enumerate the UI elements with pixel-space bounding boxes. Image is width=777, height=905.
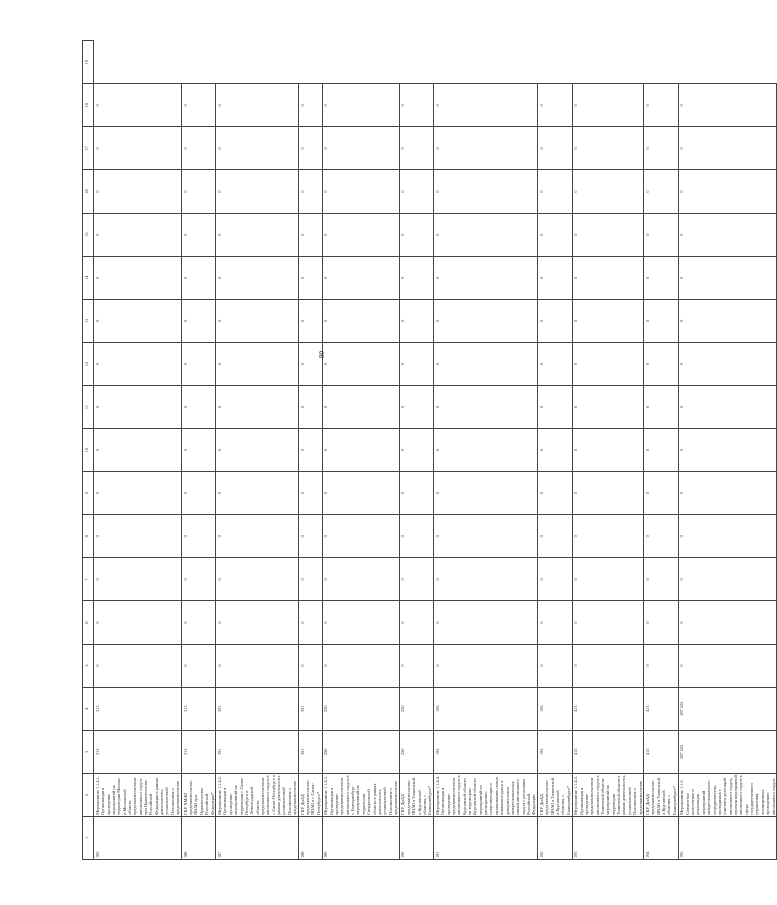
value-cell: 0 (299, 601, 323, 644)
value-cell: 0 (538, 213, 572, 256)
value-cell: 0 (299, 84, 323, 127)
page-number: 90 (318, 351, 326, 358)
value-cell: 391 (299, 730, 323, 773)
column-header: 5 (83, 644, 94, 687)
table-body (94, 41, 777, 860)
value-cell: 0 (399, 299, 433, 342)
table-row (94, 41, 182, 860)
value-cell: 0 (678, 385, 777, 428)
value-cell: 0 (216, 256, 299, 299)
value-cell: 415 (644, 687, 678, 730)
value-cell: 0 (538, 472, 572, 515)
value-cell: 0 (299, 515, 323, 558)
value-cell: 0 (434, 601, 538, 644)
table-row (644, 41, 678, 860)
value-cell: 0 (434, 472, 538, 515)
value-cell: 0 (572, 515, 644, 558)
row-name: ГКУ ДиАД представительство ЯНАО в Тюменской и Курганской областях, г. Екатеринбурге* (399, 773, 433, 816)
value-cell: 0 (182, 385, 216, 428)
value-cell: 0 (572, 170, 644, 213)
value-cell: 391 (216, 730, 299, 773)
value-cell: 0 (94, 342, 182, 385)
value-cell: 195 (538, 687, 572, 730)
column-header: 13 (83, 299, 94, 342)
value-cell: 0 (434, 558, 538, 601)
value-cell: 313 (182, 687, 216, 730)
row-name: Мероприятие 1.1.4.5. Организация и проведение представительством автономного округа в Тюменской области мероприятий на территории Тюменской области в рамках деятельности, установленной Положением о представительстве (573, 775, 643, 815)
value-cell: 0 (572, 385, 644, 428)
table-row (322, 41, 399, 860)
column-header: 19 (83, 41, 94, 84)
value-cell: 0 (299, 342, 323, 385)
value-cell: 195 (434, 687, 538, 730)
value-cell: 0 (216, 84, 299, 127)
value-cell: 0 (322, 644, 399, 687)
column-header: 18 (83, 84, 94, 127)
row-number: 191 (434, 816, 538, 859)
value-cell: 0 (572, 213, 644, 256)
column-header: 3 (83, 730, 94, 773)
value-cell: 0 (538, 644, 572, 687)
value-cell: 0 (644, 127, 678, 170)
value-cell: 0 (216, 342, 299, 385)
value-cell: 313 (94, 730, 182, 773)
value-cell: 0 (299, 299, 323, 342)
value-cell: 0 (399, 342, 433, 385)
value-cell: 0 (322, 515, 399, 558)
value-cell: 0 (94, 256, 182, 299)
value-cell: 0 (572, 644, 644, 687)
value-cell: 0 (434, 84, 538, 127)
column-header: 8 (83, 515, 94, 558)
value-cell: 0 (94, 299, 182, 342)
value-cell: 0 (434, 299, 538, 342)
value-cell: 0 (299, 256, 323, 299)
row-name: ГКУ ХМАО представительство ЯНАО при Правительстве Российской Федерации* (182, 773, 216, 816)
column-header: 12 (83, 342, 94, 385)
value-cell: 0 (678, 213, 777, 256)
value-cell: 0 (678, 342, 777, 385)
column-header: 16 (83, 170, 94, 213)
value-cell: 0 (322, 299, 399, 342)
value-cell: 0 (644, 299, 678, 342)
value-cell: 0 (94, 127, 182, 170)
value-cell: 0 (182, 601, 216, 644)
value-cell: 0 (216, 601, 299, 644)
row-number: 195 (678, 816, 777, 859)
value-cell: 0 (434, 515, 538, 558)
value-cell: 250 (322, 730, 399, 773)
value-cell: 0 (538, 342, 572, 385)
column-header: 14 (83, 256, 94, 299)
table-row (572, 41, 644, 860)
value-cell: 0 (182, 127, 216, 170)
value-cell: 0 (399, 84, 433, 127)
row-name: Мероприятие 1.1.4.4. Организация и проведение представительством автономного округа в Курганской области на территории Курганской области мероприятий по расширению существующих и налаживанию новых взаимовыгодных и доверительных межрегиональных связей автономного округа с регионами Российской Федерации (434, 773, 538, 816)
value-cell: 0 (216, 515, 299, 558)
row-number: 190 (399, 816, 433, 859)
value-cell: 287 525 (678, 730, 777, 773)
value-cell: 0 (644, 515, 678, 558)
value-cell: 0 (299, 429, 323, 472)
table-row (678, 41, 777, 860)
value-cell: 0 (572, 256, 644, 299)
column-header: 11 (83, 385, 94, 428)
value-cell: 0 (434, 213, 538, 256)
column-header: 17 (83, 127, 94, 170)
value-cell: 0 (572, 299, 644, 342)
value-cell: 0 (644, 472, 678, 515)
value-cell: 0 (538, 127, 572, 170)
value-cell: 0 (678, 515, 777, 558)
value-cell: 0 (322, 601, 399, 644)
row-number: 188 (299, 816, 323, 859)
value-cell: 0 (644, 558, 678, 601)
value-cell: 195 (538, 730, 572, 773)
value-cell: 0 (434, 385, 538, 428)
value-cell: 0 (322, 170, 399, 213)
row-name: Мероприятие 1.1.4.2. Организация и проведение мероприятий на территории г. Санкт-Петербурга и Ленинградской области представительством автономного округа в г. Санкт-Петербурге в рамках деятельности, установленной Положением о представительстве (217, 775, 298, 815)
value-cell: 0 (182, 644, 216, 687)
value-cell: 0 (572, 472, 644, 515)
value-cell: 0 (94, 515, 182, 558)
value-cell: 391 (299, 687, 323, 730)
column-number-row (83, 41, 94, 860)
value-cell: 0 (644, 385, 678, 428)
value-cell: 0 (94, 170, 182, 213)
value-cell: 0 (399, 558, 433, 601)
row-number: 185 (94, 816, 182, 859)
value-cell: 250 (399, 687, 433, 730)
value-cell: 0 (94, 385, 182, 428)
column-header: 10 (83, 429, 94, 472)
value-cell: 0 (399, 515, 433, 558)
column-header: 9 (83, 472, 94, 515)
value-cell: 0 (538, 299, 572, 342)
row-name: ГКУ ДиАД представительство ЯНАО в Тюменской и Курганской областях, г. Екатеринбурге* (644, 773, 678, 816)
value-cell: 391 (216, 687, 299, 730)
row-number: 192 (538, 816, 572, 859)
row-name: Мероприятие 1.1.4.3. Организация и проведение представительством автономного округа в г. Екатеринбург мероприятий на территории Свердловской области в рамках деятельности, установленной Положением о представительстве (322, 773, 399, 816)
value-cell: 0 (434, 256, 538, 299)
value-cell: 0 (538, 256, 572, 299)
value-cell: 0 (216, 558, 299, 601)
value-cell: 0 (216, 472, 299, 515)
value-cell: 0 (94, 601, 182, 644)
value-cell: 0 (538, 170, 572, 213)
value-cell: 0 (299, 472, 323, 515)
table-row (182, 41, 216, 860)
value-cell: 0 (299, 127, 323, 170)
table-row (538, 41, 572, 860)
value-cell: 0 (216, 644, 299, 687)
value-cell: 0 (94, 644, 182, 687)
row-number: 187 (216, 816, 299, 859)
value-cell: 0 (216, 299, 299, 342)
value-cell: 0 (538, 385, 572, 428)
value-cell: 0 (182, 472, 216, 515)
value-cell: 0 (644, 429, 678, 472)
value-cell: 0 (299, 644, 323, 687)
value-cell: 415 (572, 730, 644, 773)
row-name: Мероприятие 1.1.4.1. Организация и проведение мероприятий на территории Москвы и Московской области представительством автономного округа при Правительстве Российской Федерации в рамках деятельности, установленной Положением о представительстве (94, 773, 182, 816)
value-cell: 195 (434, 730, 538, 773)
value-cell: 0 (644, 644, 678, 687)
value-cell: 0 (572, 127, 644, 170)
value-cell: 0 (399, 170, 433, 213)
value-cell: 250 (322, 687, 399, 730)
value-cell: 0 (572, 429, 644, 472)
value-cell: 0 (399, 127, 433, 170)
value-cell: 0 (399, 601, 433, 644)
value-cell: 0 (678, 644, 777, 687)
value-cell: 0 (322, 429, 399, 472)
table-row (434, 41, 538, 860)
value-cell: 313 (94, 687, 182, 730)
budget-table (82, 40, 777, 860)
value-cell: 0 (182, 342, 216, 385)
row-number: 186 (182, 816, 216, 859)
value-cell: 0 (644, 601, 678, 644)
value-cell: 0 (216, 170, 299, 213)
value-cell: 0 (182, 515, 216, 558)
value-cell: 0 (182, 256, 216, 299)
value-cell: 0 (216, 385, 299, 428)
value-cell: 0 (299, 213, 323, 256)
table-row (299, 41, 323, 860)
value-cell: 0 (434, 644, 538, 687)
value-cell: 0 (299, 385, 323, 428)
value-cell: 0 (678, 256, 777, 299)
value-cell: 0 (644, 170, 678, 213)
value-cell: 0 (538, 515, 572, 558)
value-cell: 0 (182, 558, 216, 601)
value-cell: 0 (538, 558, 572, 601)
value-cell: 0 (434, 342, 538, 385)
value-cell: 0 (399, 429, 433, 472)
value-cell: 0 (182, 299, 216, 342)
value-cell: 0 (572, 601, 644, 644)
column-header: 1 (83, 816, 94, 859)
value-cell: 0 (644, 256, 678, 299)
value-cell: 0 (94, 558, 182, 601)
table-row (399, 41, 433, 860)
row-name: ГКУ ДиАД представительство ЯНАО в Тюменской и Курганской областях, г. Екатеринбурге* (538, 773, 572, 816)
value-cell: 0 (182, 429, 216, 472)
column-header: 15 (83, 213, 94, 256)
value-cell: 0 (322, 385, 399, 428)
value-cell: 0 (572, 84, 644, 127)
value-cell: 0 (94, 472, 182, 515)
value-cell: 415 (644, 730, 678, 773)
value-cell: 0 (678, 601, 777, 644)
value-cell: 0 (299, 170, 323, 213)
value-cell: 0 (678, 127, 777, 170)
value-cell: 0 (644, 213, 678, 256)
rotated-table-sheet (82, 40, 776, 860)
row-number: 194 (644, 816, 678, 859)
value-cell: 0 (399, 644, 433, 687)
value-cell: 0 (94, 429, 182, 472)
value-cell: 0 (678, 170, 777, 213)
value-cell: 0 (216, 213, 299, 256)
row-number: 193 (572, 816, 644, 859)
value-cell: 0 (434, 170, 538, 213)
value-cell: 0 (94, 84, 182, 127)
value-cell: 0 (322, 558, 399, 601)
value-cell: 415 (572, 687, 644, 730)
value-cell: 0 (644, 84, 678, 127)
value-cell: 287 525 (678, 687, 777, 730)
value-cell: 0 (182, 84, 216, 127)
value-cell: 0 (322, 84, 399, 127)
value-cell: 0 (399, 385, 433, 428)
value-cell: 0 (572, 558, 644, 601)
value-cell: 0 (678, 84, 777, 127)
value-cell: 0 (399, 256, 433, 299)
value-cell: 0 (182, 213, 216, 256)
value-cell: 0 (322, 213, 399, 256)
row-number: 189 (322, 816, 399, 859)
value-cell: 0 (644, 342, 678, 385)
value-cell: 0 (322, 256, 399, 299)
value-cell: 0 (216, 127, 299, 170)
value-cell: 0 (538, 84, 572, 127)
value-cell: 0 (182, 170, 216, 213)
value-cell: 0 (434, 429, 538, 472)
value-cell: 0 (678, 299, 777, 342)
value-cell: 313 (182, 730, 216, 773)
value-cell: 0 (216, 429, 299, 472)
table-row (216, 41, 299, 860)
value-cell: 0 (299, 558, 323, 601)
value-cell: 0 (678, 558, 777, 601)
value-cell: 0 (94, 213, 182, 256)
value-cell: 250 (399, 730, 433, 773)
value-cell: 0 (322, 472, 399, 515)
value-cell: 0 (572, 342, 644, 385)
value-cell: 0 (678, 472, 777, 515)
value-cell: 0 (399, 213, 433, 256)
column-header: 2 (83, 773, 94, 816)
column-header: 6 (83, 601, 94, 644)
column-header: 4 (83, 687, 94, 730)
value-cell: 0 (538, 429, 572, 472)
value-cell: 0 (399, 472, 433, 515)
value-cell: 0 (322, 342, 399, 385)
row-name: ГКУ ДиАД представительство ЯНАО в г. Санкт-Петербурге* (299, 773, 323, 816)
value-cell: 0 (434, 127, 538, 170)
value-cell: 0 (538, 601, 572, 644)
column-header: 7 (83, 558, 94, 601)
row-name: Мероприятие 1.1.5. Совместное выполнение и реализация мероприятий межрегионального сотрудничества, проводимых с участием делегаций автономного округа, перечня мероприятий автономного округа в сфере государственного управления, посвященных проведению автономного округа (679, 775, 776, 815)
value-cell: 0 (678, 429, 777, 472)
value-cell: 0 (322, 127, 399, 170)
